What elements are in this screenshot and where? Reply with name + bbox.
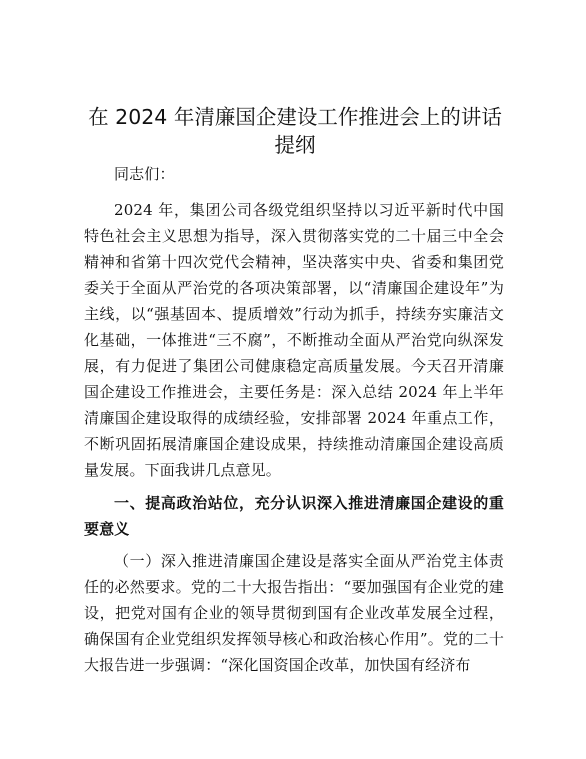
opening-paragraph: 2024 年，集团公司各级党组织坚持以习近平新时代中国特色社会主义思想为指导，深入贯彻落实党的二十届三中全会精神和省第十四次党代会精神，坚决落实中央、省委和集团党委关于全面从严治党的各项决策部署，以“清廉国企建设年”为主线，以“强基固本、提质增效”行动为抓手，持续夯实廉洁文化基础，一体推进“三不腐”，不断推动全面从严治党向纵深发展，有力促进了集团公司健康稳定高质量发展。今天召开清廉国企建设工作推进会，主要任务是：深入总结 2024 年上半年清廉国企建设取得的成绩经验，安排部署 2024 年重点工作，不断巩固拓展清廉国企建设成果，持续推动清廉国企建设高质量发展。下面我讲几点意见。 <box>84 201 504 479</box>
greeting-line: 同志们： <box>114 165 175 183</box>
subsection-paragraph-1: （一）深入推进清廉国企建设是落实全面从严治党主体责任的必然要求。党的二十大报告指出：“要加强国有企业党的建设，把党对国有企业的领导贯彻到国有企业改革发展全过程，确保国有企业党组织发挥领导核心和政治核心作用”。党的二十大报告进一步强调：“深化国资国企改革，加快国有经济布 <box>84 552 504 674</box>
document-title: 在 2024 年清廉国企建设工作推进会上的讲话提纲 <box>88 105 502 157</box>
section-heading-1: 一、提高政治站位，充分认识深入推进清廉国企建设的重要意义 <box>84 494 504 538</box>
document-body <box>84 161 504 685</box>
